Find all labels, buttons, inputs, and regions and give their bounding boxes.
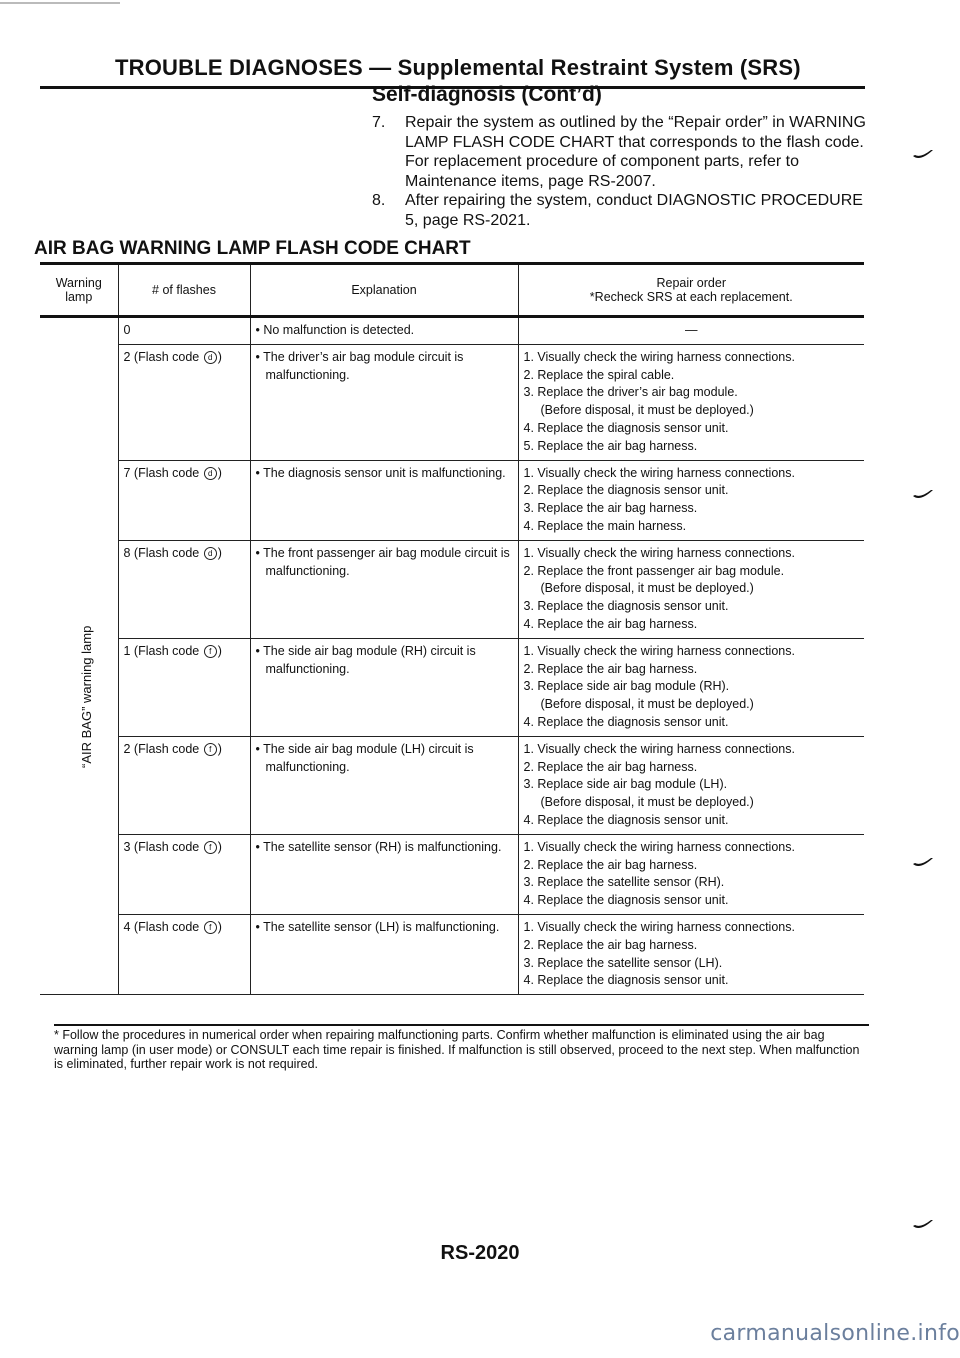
explanation-text <box>256 349 513 385</box>
explanation-text <box>256 545 513 581</box>
flash-code-icon: f <box>204 841 217 854</box>
flash-count: 1 (Flash code <box>123 643 200 658</box>
explanation-cell <box>250 344 518 460</box>
flashes-cell: 7 (Flash code d ) <box>118 460 250 540</box>
flash-code-chart <box>40 262 864 995</box>
flash-count: 8 (Flash code <box>123 545 200 560</box>
explanation-cell <box>250 914 518 994</box>
repair-step: 5. Replace the air bag harness. <box>523 438 698 453</box>
repair-step: 1. Visually check the wiring harness connections. <box>523 643 795 658</box>
repair-step: — <box>685 323 698 337</box>
repair-step: 4. Replace the main harness. <box>523 518 687 533</box>
explanation-value: The front passenger air bag module circuit is malfunctioning. <box>263 545 510 578</box>
explanation-text <box>256 643 513 679</box>
repair-order-cell <box>518 540 864 638</box>
step-item <box>372 191 872 230</box>
table-row <box>40 736 864 834</box>
bullet-icon: • <box>255 919 264 934</box>
repair-step: 1. Visually check the wiring harness connections. <box>523 545 795 560</box>
flash-count: 4 (Flash code <box>123 919 200 934</box>
repair-step: 3. Replace side air bag module (RH). <box>523 679 730 694</box>
repair-step: 3. Replace the driver’s air bag module. <box>523 385 738 400</box>
bullet-icon: • <box>255 839 264 854</box>
explanation-cell <box>250 638 518 736</box>
top-scan-line <box>0 2 120 4</box>
repair-order-cell <box>518 736 864 834</box>
table-row <box>40 914 864 994</box>
repair-step: (Before disposal, it must be deployed.) <box>540 581 754 596</box>
repair-order-cell <box>518 317 864 345</box>
repair-step: 4. Replace the diagnosis sensor unit. <box>523 893 729 908</box>
flash-code-icon: d <box>204 351 217 364</box>
repair-step: 4. Replace the air bag harness. <box>523 616 698 631</box>
page-header-title: TROUBLE DIAGNOSES — Supplemental Restraint System (SRS) <box>115 55 801 80</box>
repair-step: 3. Replace side air bag module (LH). <box>523 777 728 792</box>
watermark: carmanualsonline.info <box>710 1321 960 1346</box>
repair-steps <box>372 113 872 230</box>
repair-step: 3. Replace the satellite sensor (RH). <box>523 875 725 890</box>
repair-order-label: Repair order <box>656 276 726 290</box>
warning-lamp-label: “AIR BAG” warning lamp <box>79 625 94 768</box>
step-number: 8. <box>372 192 386 209</box>
flash-code-icon: f <box>204 743 217 756</box>
check-mark-icon <box>912 490 934 502</box>
explanation-value: The side air bag module (RH) circuit is malfunctioning. <box>263 643 476 676</box>
bullet-icon: • <box>255 545 264 560</box>
flashes-cell: 1 (Flash code f ) <box>118 638 250 736</box>
bullet-icon: • <box>255 349 264 364</box>
bullet-icon: • <box>255 643 264 658</box>
explanation-value: The satellite sensor (LH) is malfunctioning. <box>263 919 500 934</box>
explanation-text <box>256 741 513 777</box>
step-item <box>372 113 872 191</box>
repair-step: 3. Replace the diagnosis sensor unit. <box>523 599 729 614</box>
explanation-value: The diagnosis sensor unit is malfunctioning. <box>263 465 506 480</box>
repair-step: 1. Visually check the wiring harness connections. <box>523 839 795 854</box>
flash-count: 7 (Flash code <box>123 465 200 480</box>
explanation-text <box>256 919 513 937</box>
repair-step: 2. Replace the diagnosis sensor unit. <box>523 483 729 498</box>
repair-step: 1. Visually check the wiring harness connections. <box>523 465 795 480</box>
check-mark-icon <box>912 150 934 162</box>
check-mark-icon <box>912 1220 934 1232</box>
explanation-value: The side air bag module (LH) circuit is malfunctioning. <box>263 741 474 774</box>
explanation-cell <box>250 460 518 540</box>
repair-step: (Before disposal, it must be deployed.) <box>540 697 754 712</box>
explanation-text <box>256 839 513 857</box>
table-row <box>40 344 864 460</box>
repair-order-cell <box>518 638 864 736</box>
flash-count: 3 (Flash code <box>123 839 200 854</box>
repair-step: 3. Replace the air bag harness. <box>523 501 698 516</box>
repair-step: 2. Replace the spiral cable. <box>523 367 675 382</box>
explanation-cell <box>250 540 518 638</box>
footnote: * Follow the procedures in numerical order when repairing malfunctioning parts. Confirm whether malfunction is eliminated using the air bag warning lamp (in user mode) or CONSULT each time repair is finished. If malfunction is still observed, proceed to the next step. When malfunction is eliminated, further repair work is not required. <box>54 1024 869 1072</box>
table-row <box>40 540 864 638</box>
table-row <box>40 317 864 345</box>
repair-step: 2. Replace the air bag harness. <box>523 759 698 774</box>
repair-step: 2. Replace the front passenger air bag module. <box>523 563 785 578</box>
step-text: After repairing the system, conduct DIAGNOSTIC PROCEDURE 5, page RS-2021. <box>405 192 863 229</box>
repair-step: 4. Replace the diagnosis sensor unit. <box>523 420 729 435</box>
repair-order-cell <box>518 834 864 914</box>
flash-code-icon: d <box>204 467 217 480</box>
explanation-cell <box>250 736 518 834</box>
flashes-cell: 3 (Flash code f ) <box>118 834 250 914</box>
repair-step: (Before disposal, it must be deployed.) <box>540 403 754 418</box>
flashes-cell <box>118 317 250 345</box>
bullet-icon: • <box>255 323 264 337</box>
repair-order-cell <box>518 914 864 994</box>
page-number: RS-2020 <box>440 1242 520 1264</box>
flash-code-icon: f <box>204 921 217 934</box>
explanation-text <box>256 465 513 483</box>
flashes-cell: 8 (Flash code d ) <box>118 540 250 638</box>
repair-step: (Before disposal, it must be deployed.) <box>540 795 754 810</box>
header-explanation: Explanation <box>250 264 518 317</box>
repair-step: 2. Replace the air bag harness. <box>523 937 698 952</box>
repair-step: 1. Visually check the wiring harness connections. <box>523 741 795 756</box>
explanation-text <box>256 322 513 340</box>
chart-body <box>40 317 864 995</box>
flash-code-icon: f <box>204 645 217 658</box>
flash-count: 0 <box>123 323 131 337</box>
explanation-cell <box>250 317 518 345</box>
repair-step: 4. Replace the diagnosis sensor unit. <box>523 812 729 827</box>
chart-title: AIR BAG WARNING LAMP FLASH CODE CHART <box>34 238 471 259</box>
header-warning-lamp: Warning lamp <box>40 264 118 317</box>
flash-count: 2 (Flash code <box>123 349 200 364</box>
table-row <box>40 834 864 914</box>
repair-step: 1. Visually check the wiring harness connections. <box>523 919 795 934</box>
table-row <box>40 638 864 736</box>
flashes-cell: 4 (Flash code f ) <box>118 914 250 994</box>
explanation-value: No malfunction is detected. <box>263 323 415 337</box>
table-row <box>40 460 864 540</box>
flash-count: 2 (Flash code <box>123 741 200 756</box>
flash-code-icon: d <box>204 547 217 560</box>
warning-lamp-cell <box>40 317 118 995</box>
repair-order-cell <box>518 344 864 460</box>
repair-step: 4. Replace the diagnosis sensor unit. <box>523 714 729 729</box>
section-subtitle: Self-diagnosis (Cont’d) <box>372 83 602 106</box>
step-text: Repair the system as outlined by the “Repair order” in WARNING LAMP FLASH CODE CHART that corresponds to the flash code. For replacement procedure of component parts, refer to Maintenance items, page RS-2007. <box>405 114 866 190</box>
explanation-cell <box>250 834 518 914</box>
repair-step: 2. Replace the air bag harness. <box>523 661 698 676</box>
repair-order-cell <box>518 460 864 540</box>
explanation-value: The satellite sensor (RH) is malfunctioning. <box>263 839 502 854</box>
repair-step: 4. Replace the diagnosis sensor unit. <box>523 973 729 988</box>
repair-order-note: *Recheck SRS at each replacement. <box>589 290 793 304</box>
repair-step: 3. Replace the satellite sensor (LH). <box>523 955 723 970</box>
bullet-icon: • <box>255 465 264 480</box>
flashes-cell: 2 (Flash code d ) <box>118 344 250 460</box>
header-repair-order <box>518 264 864 317</box>
repair-step: 2. Replace the air bag harness. <box>523 857 698 872</box>
header-flashes: # of flashes <box>118 264 250 317</box>
repair-step: 1. Visually check the wiring harness connections. <box>523 349 795 364</box>
step-number: 7. <box>372 114 386 131</box>
explanation-value: The driver’s air bag module circuit is malfunctioning. <box>263 349 464 382</box>
bullet-icon: • <box>255 741 264 756</box>
check-mark-icon <box>912 858 934 870</box>
flashes-cell: 2 (Flash code f ) <box>118 736 250 834</box>
